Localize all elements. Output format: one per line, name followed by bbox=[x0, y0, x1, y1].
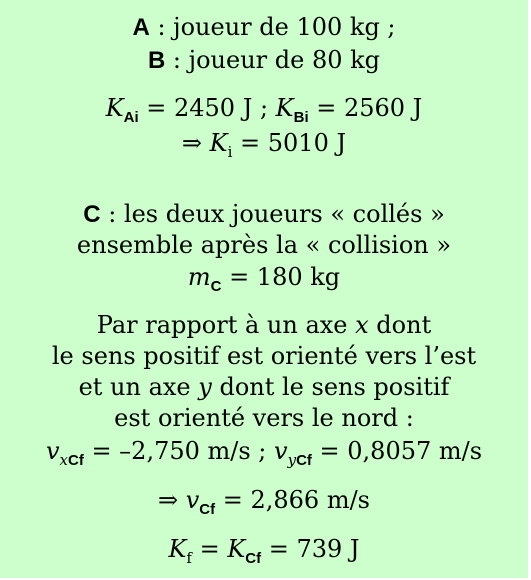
combined-mass-line bbox=[0, 262, 528, 296]
implies-arrow-2: ⇒ bbox=[157, 486, 186, 514]
axes-text-1a: Par rapport à un axe bbox=[96, 311, 356, 339]
axes-line-1 bbox=[0, 310, 528, 340]
vx-sub-axis: x bbox=[59, 451, 68, 469]
vy-sub-axis: y bbox=[287, 451, 297, 469]
vy-sub: Cf bbox=[296, 452, 312, 469]
axis-x-var: x bbox=[355, 311, 369, 339]
mass-var: m bbox=[187, 263, 211, 291]
v-cf-var: v bbox=[185, 486, 200, 514]
axis-y-var: y bbox=[198, 373, 212, 401]
k-cf-value: = 739 J bbox=[261, 535, 360, 563]
player-a-line bbox=[0, 12, 528, 43]
implies-arrow-1: ⇒ bbox=[181, 129, 210, 157]
k-bi-value: = 2560 J bbox=[308, 94, 423, 122]
k-i-var: K bbox=[209, 129, 228, 157]
combined-text-1: : les deux joueurs « collés » bbox=[100, 200, 445, 228]
k-f-var: K bbox=[168, 535, 187, 563]
k-bi-var: K bbox=[275, 94, 294, 122]
combined-line-1 bbox=[0, 199, 528, 230]
v-cf-sub: Cf bbox=[199, 501, 216, 518]
player-a-text: : joueur de 100 kg ; bbox=[149, 13, 396, 41]
velocity-result-line bbox=[0, 485, 528, 519]
player-b-line bbox=[0, 45, 528, 76]
vx-sub: Cf bbox=[67, 452, 84, 469]
axes-text-3a: et un axe bbox=[78, 373, 199, 401]
label-a: A bbox=[132, 14, 150, 41]
k-f-sub: f bbox=[186, 549, 192, 567]
player-b-text: : joueur de 80 kg bbox=[165, 46, 381, 74]
vy-var: v bbox=[274, 437, 288, 465]
axes-line-2 bbox=[0, 341, 528, 371]
combined-text-2: ensemble après la « collision » bbox=[76, 231, 452, 259]
k-i-sub: i bbox=[227, 143, 233, 161]
k-cf-sub: Cf bbox=[245, 550, 262, 567]
k-ai-var: K bbox=[105, 94, 124, 122]
velocity-components-line bbox=[0, 436, 528, 470]
axes-text-2: le sens positif est orienté vers l’est bbox=[51, 342, 477, 370]
initial-energies-line bbox=[0, 93, 528, 127]
v-cf-value: = 2,866 m/s bbox=[215, 486, 370, 514]
k-ai-value: = 2450 J ; bbox=[138, 94, 276, 122]
combined-line-2 bbox=[0, 230, 528, 260]
axes-text-3b: dont le sens positif bbox=[211, 373, 450, 401]
label-b: B bbox=[147, 47, 166, 74]
k-ai-sub: Ai bbox=[123, 109, 139, 126]
k-cf-var: K bbox=[227, 535, 246, 563]
mass-sub: C bbox=[210, 278, 222, 295]
axes-text-1b: dont bbox=[368, 311, 432, 339]
initial-total-line bbox=[0, 128, 528, 161]
label-c: C bbox=[83, 201, 101, 228]
k-i-value: = 5010 J bbox=[232, 129, 347, 157]
k-bi-sub: Bi bbox=[293, 109, 309, 126]
vx-value: = –2,750 m/s ; bbox=[83, 437, 275, 465]
axes-line-3 bbox=[0, 372, 528, 402]
final-energy-line bbox=[0, 534, 528, 568]
vx-var: v bbox=[45, 437, 60, 465]
k-f-eq: = bbox=[191, 535, 228, 563]
axes-line-4 bbox=[0, 403, 528, 433]
axes-text-4: est orienté vers le nord : bbox=[114, 404, 414, 432]
mass-value: = 180 kg bbox=[221, 263, 341, 291]
vy-value: = 0,8057 m/s bbox=[311, 437, 483, 465]
